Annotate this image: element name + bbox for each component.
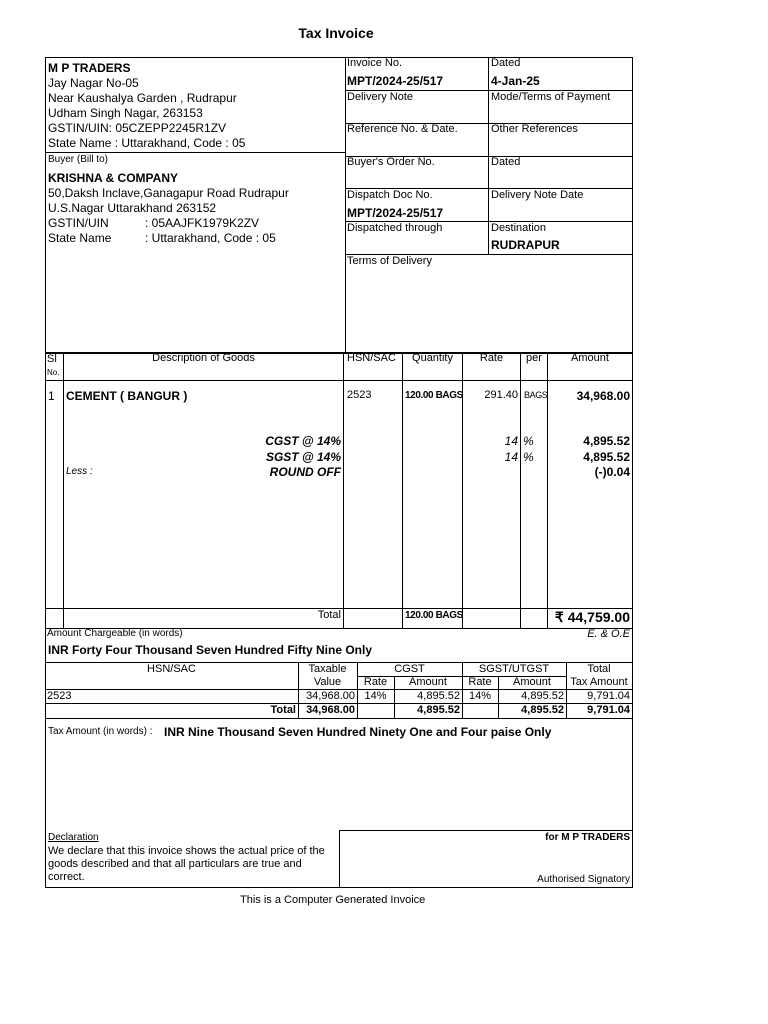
- hsn-header: HSN/SAC: [347, 352, 396, 364]
- order-dated-label: Dated: [491, 156, 521, 168]
- buyer-state-value: : Uttarakhand, Code : 05: [145, 231, 276, 245]
- description-header: Description of Goods: [152, 352, 255, 364]
- sl-header: Sl: [47, 353, 57, 365]
- item-rate: 291.40: [484, 389, 518, 401]
- destination-label: Destination: [491, 222, 547, 234]
- item-per: BAGS: [524, 390, 548, 400]
- destination: RUDRAPUR: [491, 238, 560, 252]
- seller-address-line: Udham Singh Nagar, 263153: [48, 106, 203, 120]
- tax-row-total: 9,791.04: [587, 690, 630, 702]
- delivery-note-date-label: Delivery Note Date: [491, 189, 584, 201]
- sgst-percent: %: [523, 450, 534, 464]
- tax-row-cgst-amount: 4,895.52: [417, 690, 460, 702]
- buyer-label: Buyer (Bill to): [48, 154, 109, 165]
- buyer-address-line: U.S.Nagar Uttarakhand 263152: [48, 201, 217, 215]
- declaration-line: goods described and that all particulars are true and: [48, 858, 302, 870]
- tax-row-taxable: 34,968.00: [306, 690, 355, 702]
- amount-in-words: INR Forty Four Thousand Seven Hundred Fifty Nine Only: [48, 643, 373, 657]
- invoice-no: MPT/2024-25/517: [347, 74, 444, 88]
- buyer-gstin-label: GSTIN/UIN: [48, 216, 109, 230]
- buyer-name: KRISHNA & COMPANY: [48, 171, 179, 185]
- sgst-rate: 14: [504, 450, 518, 464]
- item-amount: 34,968.00: [576, 389, 630, 403]
- sgst-amount: 4,895.52: [583, 450, 630, 464]
- dated-label: Dated: [491, 57, 521, 69]
- sgst-rate-header: Rate: [468, 676, 492, 688]
- cgst-label: CGST @ 14%: [265, 434, 341, 448]
- item-hsn: 2523: [347, 389, 372, 401]
- item-sl: 1: [48, 389, 55, 403]
- authorised-signatory: Authorised Signatory: [537, 874, 630, 885]
- cgst-amount: 4,895.52: [583, 434, 630, 448]
- tax-row-sgst-amount: 4,895.52: [521, 690, 564, 702]
- cgst-percent: %: [523, 434, 534, 448]
- taxable-header-value: Value: [313, 676, 342, 688]
- tax-total-cgst: 4,895.52: [417, 704, 460, 716]
- other-references-label: Other References: [491, 123, 578, 135]
- total-quantity: 120.00 BAGS: [405, 610, 463, 621]
- terms-delivery-label: Terms of Delivery: [347, 255, 432, 267]
- invoice-date: 4-Jan-25: [491, 74, 540, 88]
- dispatch-doc-no: MPT/2024-25/517: [347, 206, 444, 220]
- reference-label: Reference No. & Date.: [347, 123, 458, 135]
- tax-row-sgst-rate: 14%: [468, 690, 492, 702]
- declaration-line: correct.: [48, 871, 85, 883]
- rate-header: Rate: [479, 352, 504, 364]
- tax-hsn-header: HSN/SAC: [147, 663, 196, 675]
- declaration-title: Declaration: [48, 832, 99, 843]
- tax-words-label: Tax Amount (in words) :: [48, 726, 153, 737]
- eoe-label: E. & O.E: [587, 628, 630, 640]
- declaration-line: We declare that this invoice shows the actual price of the: [48, 845, 325, 857]
- buyer-state-label: State Name: [48, 231, 112, 245]
- total-label: Total: [317, 609, 341, 621]
- total-amount: ₹ 44,759.00: [554, 609, 630, 625]
- seller-address-line: Jay Nagar No-05: [48, 76, 139, 90]
- item-quantity: 120.00 BAGS: [405, 390, 463, 401]
- quantity-header: Quantity: [412, 352, 453, 364]
- total-tax-header-amount: Tax Amount: [570, 676, 628, 688]
- page-title: Tax Invoice: [298, 25, 374, 41]
- dispatch-doc-label: Dispatch Doc No.: [347, 189, 433, 201]
- total-tax-header: Total: [587, 663, 611, 675]
- tax-amount-in-words: INR Nine Thousand Seven Hundred Ninety One and Four paise Only: [164, 725, 552, 739]
- buyer-address-line: 50,Daksh Inclave,Ganagapur Road Rudrapur: [48, 186, 289, 200]
- tax-total-taxable: 34,968.00: [306, 704, 355, 716]
- no-header: No.: [47, 368, 60, 377]
- tax-total-amount: 9,791.04: [587, 704, 630, 716]
- round-off-label: ROUND OFF: [269, 465, 341, 479]
- seller-gstin: GSTIN/UIN: 05CZEPP2245R1ZV: [48, 121, 227, 135]
- chargeable-label: Amount Chargeable (in words): [47, 628, 183, 639]
- delivery-note-label: Delivery Note: [347, 91, 414, 103]
- amount-header: Amount: [571, 352, 609, 364]
- dispatched-through-label: Dispatched through: [347, 222, 443, 234]
- sgst-amount-header: Amount: [513, 676, 551, 688]
- tax-row-cgst-rate: 14%: [364, 690, 387, 702]
- per-header: per: [526, 352, 542, 364]
- buyer-gstin-value: : 05AAJFK1979K2ZV: [145, 216, 260, 230]
- seller-state: State Name : Uttarakhand, Code : 05: [48, 136, 246, 150]
- footer-note: This is a Computer Generated Invoice: [240, 894, 426, 906]
- tax-total-sgst: 4,895.52: [521, 704, 564, 716]
- mode-terms-label: Mode/Terms of Payment: [491, 91, 611, 103]
- sgst-header: SGST/UTGST: [478, 663, 550, 675]
- cgst-header: CGST: [394, 663, 425, 675]
- invoice-no-label: Invoice No.: [347, 57, 403, 69]
- cgst-amount-header: Amount: [409, 676, 447, 688]
- buyer-order-label: Buyer's Order No.: [347, 156, 435, 168]
- cgst-rate-header: Rate: [363, 676, 388, 688]
- seller-address-line: Near Kaushalya Garden , Rudrapur: [48, 91, 237, 105]
- cgst-rate: 14: [504, 434, 518, 448]
- sgst-label: SGST @ 14%: [265, 450, 341, 464]
- tax-row-hsn: 2523: [47, 690, 72, 702]
- seller-name: M P TRADERS: [48, 61, 131, 75]
- taxable-header: Taxable: [308, 663, 347, 675]
- item-description: CEMENT ( BANGUR ): [66, 389, 188, 403]
- round-off-amount: (-)0.04: [594, 465, 630, 479]
- for-company: for M P TRADERS: [545, 832, 630, 843]
- less-label: Less :: [66, 466, 93, 477]
- tax-total-label: Total: [270, 704, 296, 716]
